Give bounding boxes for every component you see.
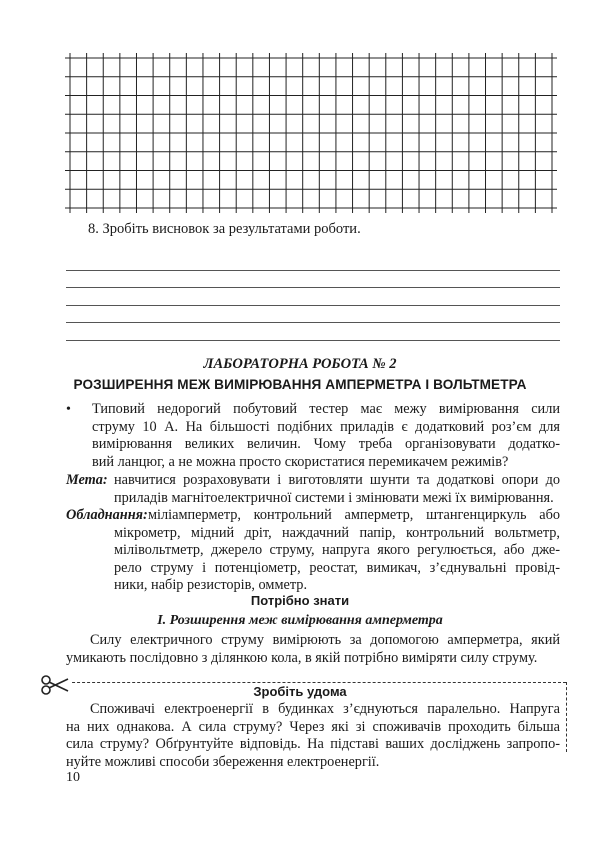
- lab-subtitle: РОЗШИРЕННЯ МЕЖ ВИМІРЮВАННЯ АМПЕРМЕТРА І ВОЛЬТМЕТРА: [73, 377, 527, 392]
- answer-line: [66, 271, 560, 289]
- equipment-label: Обладнання:: [66, 507, 148, 523]
- section-paragraph: [66, 632, 560, 667]
- equipment-block: [66, 507, 560, 595]
- homework-line: на них однакова. А сила струму? Через які зі споживачів проходить більша: [66, 718, 560, 735]
- page-number: 10: [66, 770, 80, 785]
- equipment-line: міліамперметр, контрольний амперметр, штангенциркуль або: [148, 507, 560, 523]
- section-line: умикають послідовно з ділянкою кола, в якій потрібно виміряти силу струму.: [66, 649, 538, 666]
- equipment-line: ники, набір резисторів, омметр.: [114, 577, 308, 594]
- goal-label: Мета:: [66, 472, 108, 488]
- goal-line: навчитися розраховувати і виготовляти шунти та додаткові опори до: [114, 472, 560, 488]
- goal-line: приладів магнітоелектричної системи і змінювати межі їх вимірювання.: [114, 489, 554, 506]
- need-to-know-title: Потрібно знати: [250, 593, 350, 608]
- grid-lines: [65, 53, 557, 213]
- lab-title: ЛАБОРАТОРНА РОБОТА № 2: [203, 356, 397, 372]
- section-line: Силу електричного струму вимірюють за допомогою амперметра, який: [90, 632, 560, 648]
- intro-line: вимірювання великих величин. Чому треба організовувати додатко-: [92, 436, 560, 453]
- intro-bullet: [66, 401, 560, 471]
- section-title: І. Розширення меж вимірювання амперметра: [157, 613, 443, 628]
- plot-grid: [65, 53, 557, 213]
- homework-paragraph: [66, 701, 560, 771]
- homework-line: Споживачі електроенергії в будинках з’єднуються паралельно. Напруга: [90, 701, 560, 717]
- intro-line: струму 10 А. На більшості подібних приладів є додатковий роз’єм для: [92, 418, 560, 435]
- answer-line: [66, 253, 560, 271]
- equipment-line: мікрометр, мідний дріт, наждачний папір, контрольний вольтметр,: [114, 524, 560, 541]
- homework-line: нуйте можливі способи збереження електроенергії.: [66, 753, 380, 770]
- answer-line: [66, 288, 560, 306]
- intro-line: вий ланцюг, а не можна просто скористатися перемикачем режимів?: [92, 453, 509, 470]
- equipment-line: рело струму і потенціометр, реостат, вимикач, з’єднувальні провід-: [114, 559, 560, 576]
- equipment-line: мілівольтметр, джерело струму, напруга якого регулюється, або дже-: [114, 542, 560, 559]
- intro-line: Типовий недорогий побутовий тестер має межу вимірювання сили: [92, 401, 560, 417]
- homework-line: сила струму? Обґрунтуйте відповідь. На підставі ваших досліджень запропо-: [66, 736, 560, 753]
- cut-line: [42, 682, 566, 683]
- answer-line: [66, 306, 560, 324]
- answer-lines: [66, 253, 560, 341]
- goal-block: [66, 472, 560, 507]
- answer-line: [66, 323, 560, 341]
- bullet-icon: •: [66, 402, 71, 417]
- homework-title: Зробіть удома: [253, 684, 347, 699]
- task-8-text: 8. Зробіть висновок за результатами роботи.: [88, 221, 361, 237]
